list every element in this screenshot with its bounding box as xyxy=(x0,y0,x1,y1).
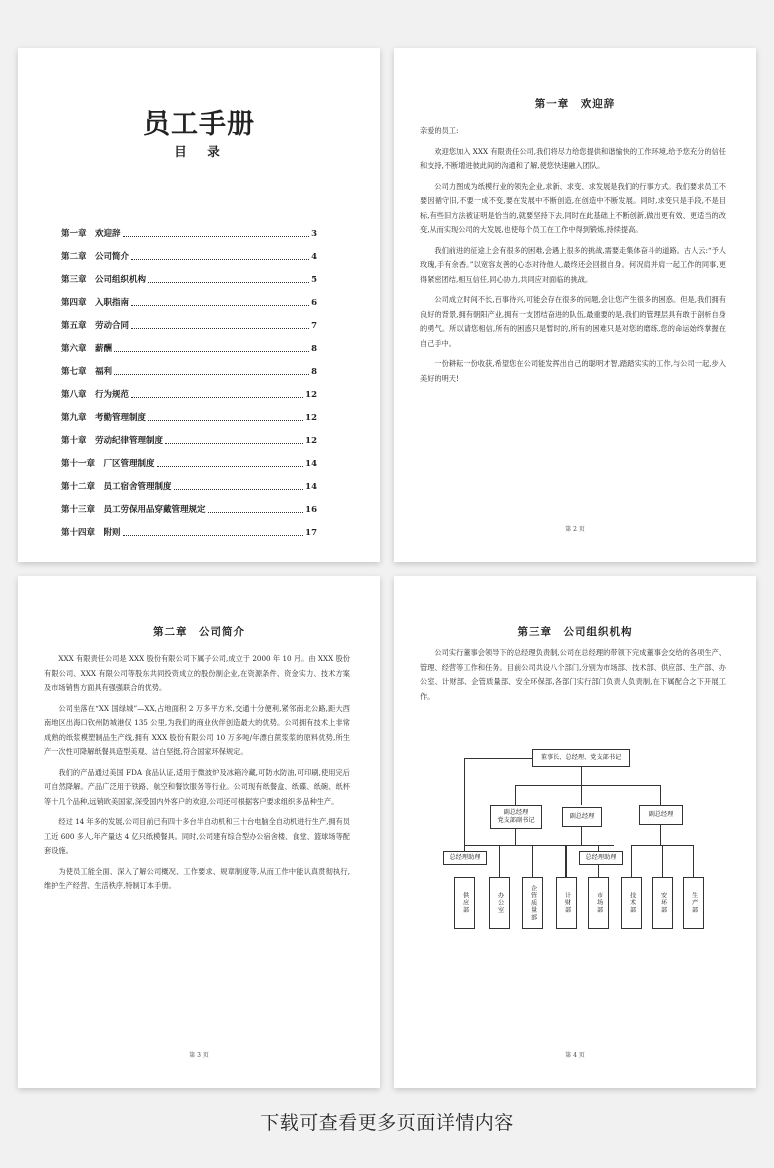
org-connector xyxy=(581,767,582,785)
manager-title: 副总经理 xyxy=(503,809,529,817)
org-connector xyxy=(464,758,465,851)
salutation: 亲爱的员工: xyxy=(420,126,459,135)
toc-entry-page: 5 xyxy=(311,275,317,285)
toc-entry[interactable] xyxy=(61,239,317,262)
department-label: 办公室 xyxy=(496,892,504,914)
org-connector xyxy=(464,758,532,759)
toc-entry[interactable] xyxy=(61,285,317,308)
manager-subtitle: 党支部副书记 xyxy=(497,817,535,824)
paragraph: 欢迎您加入 XXX 有限责任公司,我们将尽力给您提供和谐愉快的工作环境,给予您充分的信任和支持,不断增进彼此间的沟通和了解,使您快速融入团队。 xyxy=(420,146,726,170)
paragraph: 我们的产品通过美国 FDA 食品认证,适用于微波炉及冰箱冷藏,可防水防油,可印刷,使用完后可自然降解。产品广泛用于铁路、航空和餐饮服务等行业。公司现有纸餐盒、纸碟、纸碗、纸杯等十几个品种,远销欧美国家,深受国内外客户的欢迎,公司还可根据客户要求组织多品种生产。 xyxy=(44,767,350,806)
department-label: 供应部 xyxy=(461,892,469,914)
toc-dot-leader xyxy=(131,397,303,398)
department-box xyxy=(588,877,609,929)
toc-entry-page: 4 xyxy=(311,252,317,262)
page-number: 第 2 页 xyxy=(565,526,585,533)
document-title: 员工手册 xyxy=(143,109,255,140)
toc-entry[interactable] xyxy=(61,262,317,285)
toc-entry-page: 16 xyxy=(305,505,317,515)
manager-title: 副总经理 xyxy=(648,811,674,819)
paragraph: 公司坐落在“XX 国绿城”—XX,占地面积 2 万多平方米,交通十分便利,紧邻南北公路,距大西南地区出海口钦州防城港仅 135 公里,为我们的商业伙伴创造最大的优势。公司拥有技术上非常成熟的纸浆模塑制品生产线,拥有 XXX 股份有限公司 10 万多吨/年漂白蔗浆浆的原料优势,所生产一次性可降解纸餐具造型美观、洁白坚挺,符合国家环保规定。 xyxy=(44,703,350,756)
department-box xyxy=(489,877,510,929)
toc-entry-label: 第四章 入职指南 xyxy=(61,298,130,308)
paragraph: 公司力图成为纸模行业的领先企业,求新、求变、求发展是我们的行事方式。我们要求员工不要因循守旧,不要一成不变,要在发展中不断创造,在创造中不断发展。同时,求变只是手段,不是目标,有些旧方法被证明是恰当的,就要坚持下去,同时在此基础上不断创新,做出更有效、更适当的改变,从而实现公司的大发展,也使每个员工在工作中得到锻炼,持续提高。 xyxy=(420,181,726,234)
download-caption[interactable]: 下载可查看更多页面详情内容 xyxy=(260,1112,514,1134)
toc-dot-leader xyxy=(157,466,304,467)
toc-dot-leader xyxy=(174,489,304,490)
profile-body xyxy=(44,652,350,900)
department-label: 技术部 xyxy=(628,892,636,914)
toc-entry-label: 第五章 劳动合同 xyxy=(61,321,130,331)
toc-dot-leader xyxy=(208,512,304,513)
org-connector xyxy=(464,845,566,846)
department-box xyxy=(621,877,642,929)
chapter-title: 第一章 欢迎辞 xyxy=(534,98,616,110)
table-of-contents xyxy=(61,216,317,538)
department-label: 计财部 xyxy=(563,892,571,914)
toc-entry-page: 8 xyxy=(311,367,317,377)
toc-entry-label: 第十章 劳动纪律管理制度 xyxy=(61,436,164,446)
toc-entry-page: 12 xyxy=(305,436,317,446)
assistant-label: 总经理助理 xyxy=(585,854,617,862)
org-connector xyxy=(515,785,516,805)
toc-dot-leader xyxy=(165,443,303,444)
toc-entry-page: 14 xyxy=(305,482,317,492)
vice-general-manager-3 xyxy=(639,805,683,825)
paragraph: 经过 14 年多的发展,公司目前已有四十多台半自动机和三十台电脑全自动机进行生产,拥有员工近 600 多人,年产量达 4 亿只纸模餐具。同时,公司建有综合型办公宿舍楼、食堂、篮球场等配套设施。 xyxy=(44,817,350,855)
toc-entry-page: 3 xyxy=(311,229,317,239)
page-number: 第 4 页 xyxy=(565,1052,585,1059)
org-connector xyxy=(532,845,533,877)
manager-title: 副总经理 xyxy=(569,813,595,821)
toc-heading: 目 录 xyxy=(174,144,224,159)
welcome-body xyxy=(420,124,726,392)
paragraph: 为使员工能全面、深入了解公司概况、工作要求、规章制度等,从而工作中能认真贯彻执行,维护生产经营、生活秩序,特制订本手册。 xyxy=(44,866,350,890)
org-connector xyxy=(581,785,582,805)
toc-entry[interactable] xyxy=(61,354,317,377)
toc-dot-leader xyxy=(131,259,309,260)
chapter-title: 第三章 公司组织机构 xyxy=(517,626,633,638)
toc-entry-label: 第三章 公司组织机构 xyxy=(61,275,147,285)
toc-entry-label: 第七章 福利 xyxy=(61,367,113,377)
department-box xyxy=(454,877,475,929)
toc-entry-label: 第二章 公司简介 xyxy=(61,252,130,262)
org-top-label: 董事长、总经理、党支部书记 xyxy=(540,754,622,762)
org-connector xyxy=(499,845,500,877)
department-label: 安环部 xyxy=(659,892,667,914)
organization-page xyxy=(394,576,756,1088)
toc-entry[interactable] xyxy=(61,469,317,492)
toc-entry-label: 第八章 行为规范 xyxy=(61,390,130,400)
org-connector xyxy=(631,845,632,877)
toc-entry-label: 第十三章 员工劳保用品穿戴管理规定 xyxy=(61,505,206,515)
department-box xyxy=(522,877,543,929)
department-box xyxy=(652,877,673,929)
vice-general-manager-2 xyxy=(562,807,602,827)
department-label: 市场部 xyxy=(595,892,603,914)
toc-dot-leader xyxy=(131,305,309,306)
toc-entry[interactable] xyxy=(61,446,317,469)
welcome-page xyxy=(394,48,756,562)
org-connector xyxy=(662,845,663,877)
org-connector xyxy=(515,829,516,845)
toc-dot-leader xyxy=(114,374,309,375)
paragraph: 我们前进的征途上会有很多的困难,会遇上很多的挑战,需要走集体奋斗的道路。古人云:“予人玫瑰,手有余香。”以宽容友善的心态对待他人,最终还会回报自身。何况肩并肩一起工作的同事,更得紧密团结,相互信任,同心协力,共同应对面临的挑战。 xyxy=(420,245,726,284)
department-box xyxy=(683,877,704,929)
toc-entry-page: 17 xyxy=(305,528,317,538)
toc-entry-page: 12 xyxy=(305,413,317,423)
toc-entry-label: 第十一章 厂区管理制度 xyxy=(61,459,155,469)
org-body xyxy=(420,646,726,710)
toc-entry-label: 第十四章 附则 xyxy=(61,528,121,538)
toc-entry-label: 第九章 考勤管理制度 xyxy=(61,413,147,423)
assistant-box-1 xyxy=(443,851,487,865)
org-connector xyxy=(515,785,660,786)
toc-dot-leader xyxy=(148,282,309,283)
org-connector xyxy=(566,845,614,846)
toc-entry-page: 8 xyxy=(311,344,317,354)
paragraph: 一份耕耘一份收获,希望您在公司能发挥出自己的聪明才智,踏踏实实的工作,与公司一起,步入美好的明天! xyxy=(420,359,726,383)
paragraph: 公司实行董事会领导下的总经理负责制,公司在总经理的带领下完成董事会交给的各项生产、管理、经营等工作和任务。目前公司共设八个部门,分别为市场部、技术部、供应部、生产部、办公室、计财部、企管质量部、安全环保部,各部门实行部门负责人负责制,在下属配合之下开展工作。 xyxy=(420,648,726,701)
toc-entry[interactable] xyxy=(61,515,317,538)
assistant-box-2 xyxy=(579,851,623,865)
org-connector xyxy=(693,845,694,877)
org-connector xyxy=(581,827,582,845)
company-profile-page xyxy=(18,576,380,1088)
toc-entry-label: 第一章 欢迎辞 xyxy=(61,229,121,239)
toc-dot-leader xyxy=(114,351,309,352)
department-label: 企管质量部 xyxy=(529,885,537,921)
page-number: 第 3 页 xyxy=(189,1052,209,1059)
toc-entry[interactable] xyxy=(61,331,317,354)
toc-entry[interactable] xyxy=(61,216,317,239)
toc-entry[interactable] xyxy=(61,308,317,331)
toc-dot-leader xyxy=(123,236,310,237)
department-box xyxy=(556,877,577,929)
chapter-title: 第二章 公司简介 xyxy=(153,626,245,638)
toc-entry[interactable] xyxy=(61,377,317,400)
paragraph: XXX 有限责任公司是 XXX 股份有限公司下属子公司,成立于 2000 年 10 月。由 XXX 股份有限公司、XXX 有限公司等股东共同投资成立的股份制企业,在资源条件、资金实力、技术方案及市场销售方面具有强强联合的优势。 xyxy=(44,654,350,692)
assistant-label: 总经理助理 xyxy=(449,854,481,862)
toc-entry-page: 12 xyxy=(305,390,317,400)
toc-entry-label: 第十二章 员工宿舍管理制度 xyxy=(61,482,172,492)
org-connector xyxy=(660,785,661,805)
toc-entry[interactable] xyxy=(61,423,317,446)
toc-dot-leader xyxy=(131,328,309,329)
toc-entry-page: 7 xyxy=(311,321,317,331)
department-label: 生产部 xyxy=(690,892,698,914)
cover-page xyxy=(18,48,380,562)
toc-entry[interactable] xyxy=(61,492,317,515)
toc-entry-label: 第六章 薪酬 xyxy=(61,344,113,354)
vice-general-manager-1 xyxy=(490,805,542,829)
toc-entry[interactable] xyxy=(61,400,317,423)
toc-dot-leader xyxy=(148,420,303,421)
toc-dot-leader xyxy=(123,535,304,536)
paragraph: 公司成立时间不长,百事待兴,可能会存在很多的问题,会让您产生很多的困惑。但是,我们拥有良好的背景,拥有朝阳产业,拥有一支团结奋进的队伍,最重要的是,我们的管理层具有敢于剖析自身的勇气。所以请您相信,所有的困惑只是暂时的,所有的困难只是对您的磨练,您的命运始终掌握在自己手中。 xyxy=(420,295,726,348)
toc-entry-page: 14 xyxy=(305,459,317,469)
org-connector xyxy=(660,825,661,845)
org-connector xyxy=(566,845,567,877)
org-top-box xyxy=(532,749,630,767)
toc-entry-page: 6 xyxy=(311,298,317,308)
